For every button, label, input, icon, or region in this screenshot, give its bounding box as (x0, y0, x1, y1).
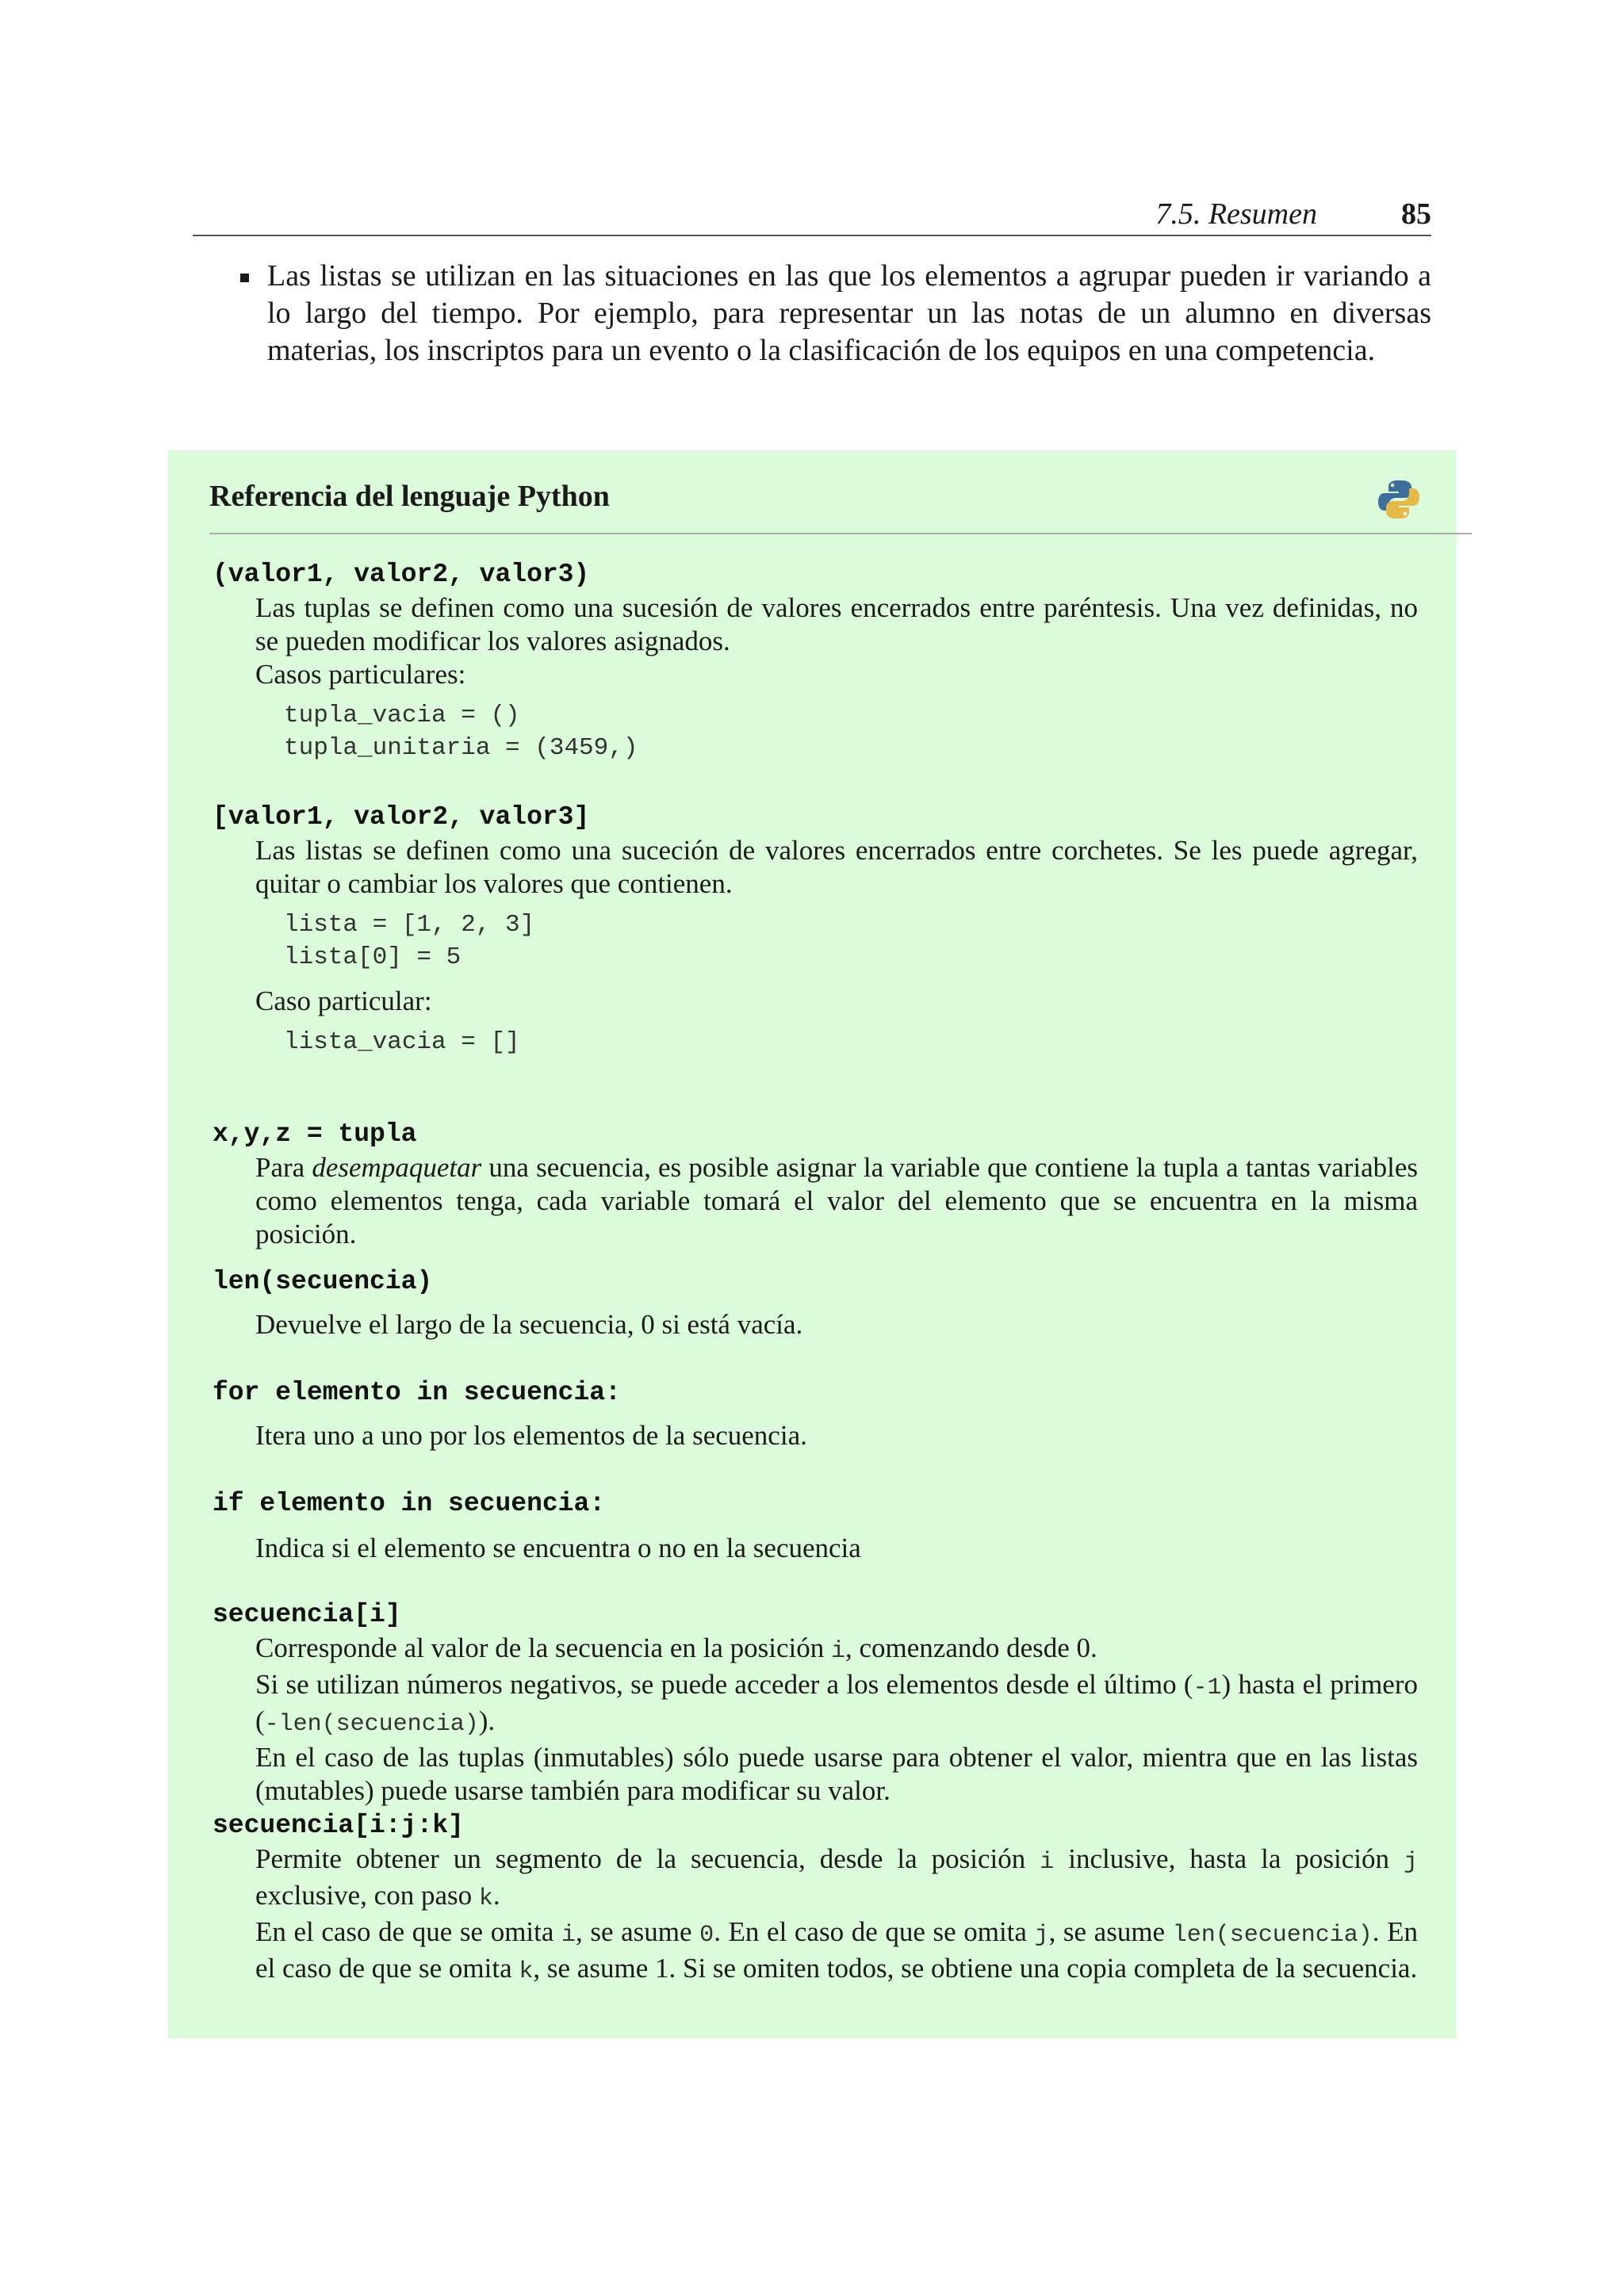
code-block (284, 1026, 1418, 1058)
inline-code: k (519, 1958, 534, 1985)
desc-text: Casos particulares: (255, 659, 466, 690)
entry-description (255, 591, 1418, 691)
entry-description (255, 985, 1418, 1018)
inline-code: len(secuencia) (1172, 1922, 1373, 1949)
reference-title: Referencia del lenguaje Python (209, 480, 610, 513)
python-reference-box (168, 450, 1457, 2038)
inline-code: 0 (699, 1922, 714, 1949)
entry-unpacking (213, 1118, 1418, 1251)
entry-term: secuencia[i:j:k] (213, 1811, 464, 1840)
desc-text-part: Para (255, 1152, 312, 1183)
entry-len (213, 1265, 1418, 1341)
desc-text-part: . (492, 1880, 500, 1911)
desc-text (255, 1668, 1418, 1741)
entry-description (255, 1308, 1418, 1341)
inline-code: -1 (1193, 1674, 1222, 1701)
entry-term: [valor1, valor2, valor3] (213, 802, 590, 832)
inline-code: i (830, 1638, 845, 1665)
entry-description (255, 1419, 1418, 1452)
desc-text-part: inclusive, hasta la posición (1054, 1843, 1404, 1874)
entry-term: secuencia[i] (213, 1600, 401, 1629)
running-header (193, 195, 1431, 236)
desc-text-part: . En el caso de que se omita (255, 1916, 1418, 1984)
desc-text (255, 1151, 1418, 1251)
desc-text-part: , se asume (576, 1916, 700, 1947)
entry-term: for elemento in secuencia: (213, 1378, 621, 1407)
entry-term: len(secuencia) (213, 1267, 433, 1296)
code-line: tupla_unitaria = (3459,) (284, 734, 638, 762)
section-title: 7.5. Resumen (1155, 197, 1317, 231)
entry-term: if elemento in secuencia: (213, 1489, 606, 1518)
inline-code: j (1403, 1849, 1418, 1876)
entry-slice (213, 1809, 1418, 1988)
desc-text: En el caso de las tuplas (inmutables) sólo puede usarse para obtener el valor, mientra que en las listas (mutables) puede usarse también para modificar su valor. (255, 1742, 1418, 1806)
entry-for (213, 1376, 1418, 1452)
bullet-square-icon (240, 274, 249, 282)
entry-tuple-literal (213, 558, 1418, 764)
desc-emphasis: desempaquetar (312, 1152, 482, 1183)
code-block (284, 699, 1418, 764)
inline-code: i (1040, 1849, 1055, 1876)
desc-text-part: exclusive, con paso (255, 1880, 479, 1911)
desc-text: Las tuplas se definen como una sucesión de valores encerrados entre paréntesis. Una vez definidas, no se pueden modificar los valores asignados. (255, 592, 1418, 656)
entry-term: x,y,z = tupla (213, 1119, 417, 1149)
entry-description (255, 1843, 1418, 1988)
desc-text-part: Permite obtener un segmento de la secuencia, desde la posición (255, 1843, 1040, 1874)
desc-text: Las listas se definen como una suceción de valores encerrados entre corchetes. Se les puede agregar, quitar o cambiar los valores que contienen. (255, 835, 1418, 899)
code-line: lista[0] = 5 (284, 943, 462, 971)
list-item (193, 258, 1431, 369)
entry-term: (valor1, valor2, valor3) (213, 560, 590, 589)
desc-text-part: ) hasta el primero ( (255, 1669, 1418, 1736)
code-line: lista = [1, 2, 3] (284, 911, 535, 939)
desc-text-part: , comenzando desde 0. (845, 1632, 1097, 1663)
desc-text-part: , se asume (1048, 1916, 1173, 1947)
desc-text-part: , se asume 1. Si se omiten todos, se obtiene una copia completa de la secuencia. (533, 1953, 1418, 1984)
bullet-list (193, 258, 1431, 369)
desc-text-part: una secuencia, es posible asignar la variable que contiene la tupla a tantas variables como elementos tenga, cada variable tomará el valor del elemento que se encuentra en la misma posición. (255, 1152, 1418, 1249)
entry-description (255, 834, 1418, 901)
desc-text-part: Corresponde al valor de la secuencia en la posición (255, 1632, 831, 1663)
entry-index (213, 1598, 1418, 1808)
page-number: 85 (1401, 197, 1431, 231)
code-line: tupla_vacia = () (284, 702, 520, 729)
desc-text-part: Si se utilizan números negativos, se puede acceder a los elementos desde el último ( (255, 1669, 1193, 1700)
desc-text: Devuelve el largo de la secuencia, 0 si está vacía. (255, 1309, 803, 1340)
desc-text: Itera uno a uno por los elementos de la secuencia. (255, 1420, 807, 1451)
code-line: lista_vacia = [] (284, 1028, 520, 1056)
desc-text (255, 1632, 1418, 1668)
inline-code: i (561, 1922, 576, 1949)
desc-text-part: . En el caso de que se omita (714, 1916, 1035, 1947)
inline-code: k (478, 1885, 493, 1912)
code-block (284, 909, 1418, 974)
desc-text-part: ). (478, 1705, 496, 1736)
entry-list-literal (213, 801, 1418, 1058)
bullet-text: Las listas se utilizan en las situaciones en las que los elementos a agrupar pueden ir variando a lo largo del tiempo. Por ejemplo, para representar un las notas de un alumno en diversas materias, los inscriptos para un evento o la clasificación de los equipos en una competencia. (267, 259, 1431, 367)
desc-text-part: En el caso de que se omita (255, 1916, 562, 1947)
desc-text: Indica si el elemento se encuentra o no en la secuencia (255, 1533, 861, 1563)
inline-code: j (1034, 1922, 1049, 1949)
entry-description (255, 1151, 1418, 1251)
inline-code: -len(secuencia) (264, 1711, 479, 1738)
entry-description (255, 1532, 1418, 1565)
desc-text (255, 1843, 1418, 1915)
entry-description (255, 1632, 1418, 1808)
desc-text: Caso particular: (255, 985, 432, 1016)
entry-if-in (213, 1487, 1418, 1565)
desc-text (255, 1915, 1418, 1988)
title-rule (209, 533, 1472, 534)
python-logo-icon (1377, 477, 1421, 522)
